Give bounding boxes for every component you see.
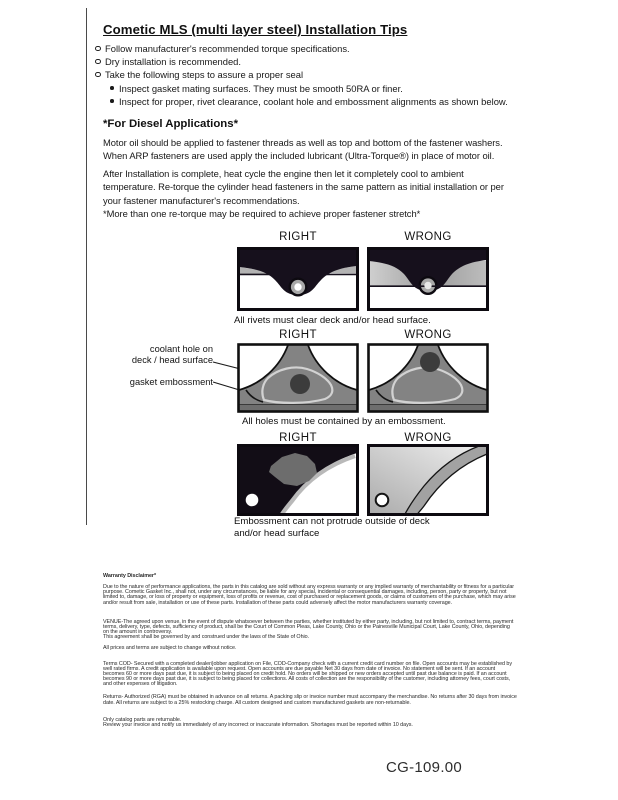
list-item: [95, 55, 508, 68]
terms-paragraph: Terms COD- Secured with a completed dealer/jobber application on File, COD-Company check with a current credit card number on file. Open accounts may be established by well rated firms. A credit application is available upon request. Open accounts are due payable Net 30 days from date of invoice. No statement will be sent. If an account becomes 60 or more days past due, it is subject to being placed on credit hold. No orders will be shipped or new orders accepted until past due balance is paid. If an account becomes 90 or more days past due, it is subject to being placed for collections. All costs of collection are the responsibility of the customer, including attorney fees, court costs, and other expenses of litigation.: [103, 660, 513, 688]
right-label: RIGHT: [279, 329, 317, 341]
list-item-text: Inspect gasket mating surfaces. They must be smooth 50RA or finer.: [119, 82, 403, 94]
diesel-section-heading: *For Diesel Applications*: [103, 118, 239, 130]
embossment-wrong-diagram: [367, 444, 489, 516]
prices-paragraph: All prices and terms are subject to change without notice.: [103, 645, 237, 652]
dot-bullet-icon: [110, 99, 114, 103]
circle-bullet-icon: [95, 46, 101, 52]
rivet-caption: All rivets must clear deck and/or head surface.: [234, 315, 431, 326]
hole-outside-illustration: [367, 343, 489, 413]
page-code: CG-109.00: [386, 759, 463, 776]
list-item: [95, 95, 508, 108]
embossment-inside-illustration: [237, 444, 359, 516]
venue-paragraph: This agreement shall be governed by and construed under the laws of the State of Ohio.: [103, 634, 310, 641]
list-item-text: Dry installation is recommended.: [105, 56, 241, 68]
right-label: RIGHT: [279, 432, 317, 444]
venue-paragraph: VENUE-The agreed upon venue, in the event of dispute whatsoever between the parties, whether instituted by either party, including, but not limited to, contract terms, payment terms, delivery, type, defects, sufficiency of product, shall be the Court of Common Pleas, Lake County, Ohio or the Painesville Municipal Court, Lake County, Ohio, depending on the amount in controversy.: [103, 618, 514, 636]
rivet-interference-illustration: [367, 247, 489, 311]
warranty-heading: Warranty Disclaimer*: [103, 573, 157, 579]
dot-bullet-icon: [110, 86, 114, 90]
retorque-note: *More than one re-torque may be required to achieve proper fastener stretch*: [103, 208, 421, 219]
list-item-text: Follow manufacturer's recommended torque specifications.: [105, 43, 350, 54]
list-item: [95, 82, 508, 95]
embossment-protruding-illustration: [367, 444, 489, 516]
list-item-text: Take the following steps to assure a proper seal: [105, 69, 304, 81]
circle-bullet-icon: [95, 72, 101, 78]
list-item: [95, 68, 508, 81]
embossment-caption: Embossment can not protrude outside of deck and/or head surface: [234, 516, 430, 539]
rivet-right-diagram: [237, 247, 359, 311]
catalog-paragraph: Only catalog parts are returnable.: [103, 716, 182, 723]
hole-contained-illustration: [237, 343, 359, 413]
wrong-label: WRONG: [404, 231, 452, 243]
catalog-paragraph: Review your invoice and notify us immediately of any incorrect or inaccurate information. Shortages must be reported within 10 days.: [103, 721, 413, 728]
diesel-paragraph: Motor oil should be applied to fastener threads as well as top and bottom of the fastener washers. When ARP fasteners are used apply the included lubricant (Ultra-Torque®) in place of motor oil.: [103, 137, 503, 162]
wrong-label: WRONG: [404, 432, 452, 444]
list-item-text: Inspect for proper, rivet clearance, coolant hole and embossment alignments as shown below.: [119, 95, 508, 107]
hole-right-diagram: [237, 343, 359, 413]
hole-wrong-diagram: [367, 343, 489, 413]
right-label: RIGHT: [279, 231, 317, 243]
rivet-wrong-diagram: [367, 247, 489, 311]
hole-caption: All holes must be contained by an embossment.: [242, 416, 446, 427]
circle-bullet-icon: [95, 59, 101, 65]
warranty-paragraph: Due to the nature of performance applications, the parts in this catalog are sold without any express warranty or any implied warranty of merchantability or fitness for a particular purpose. Cometic Gasket Inc., shall not, under any circumstances, be liable for any special, incidental or consequential damages, including, person, party or property, but not limited to, damage, or loss of property or equipment, loss of profits or revenue, cost of purchased or replacement goods, or claims of customers of the purchase, which may arise and/or result from sale, installation or use of these parts. Installation of these parts could adversely affect the motor manufacturers warranty coverage.: [103, 584, 516, 606]
page-edge-line: [86, 8, 87, 525]
list-item: [95, 42, 508, 55]
diesel-paragraph: After Installation is complete, heat cycle the engine then let it completely cool to ambient temperature. Re-torque the cylinder head fasteners in the same pattern as initial installation or per your fastener manufacturer's recommendations.: [103, 168, 504, 206]
warranty-disclaimer-block: [103, 574, 517, 728]
returns-paragraph: Returns- Authorized (RGA) must be obtained in advance on all returns. A packing slip or invoice number must accompany the merchandise. No returns after 30 days from invoice date. All returns are subject to a 25% restocking charge. All custom designed and custom manufactured gaskets are non-returnable.: [103, 694, 517, 706]
page-title: Cometic MLS (multi layer steel) Installation Tips: [103, 22, 408, 37]
wrong-label: WRONG: [404, 329, 452, 341]
coolant-hole-callout: coolant hole on deck / head surface: [131, 344, 213, 365]
embossment-right-diagram: [237, 444, 359, 516]
rivet-clear-illustration: [237, 247, 359, 311]
installation-tips-list: [95, 42, 508, 108]
gasket-embossment-callout: gasket embossment: [129, 377, 213, 387]
